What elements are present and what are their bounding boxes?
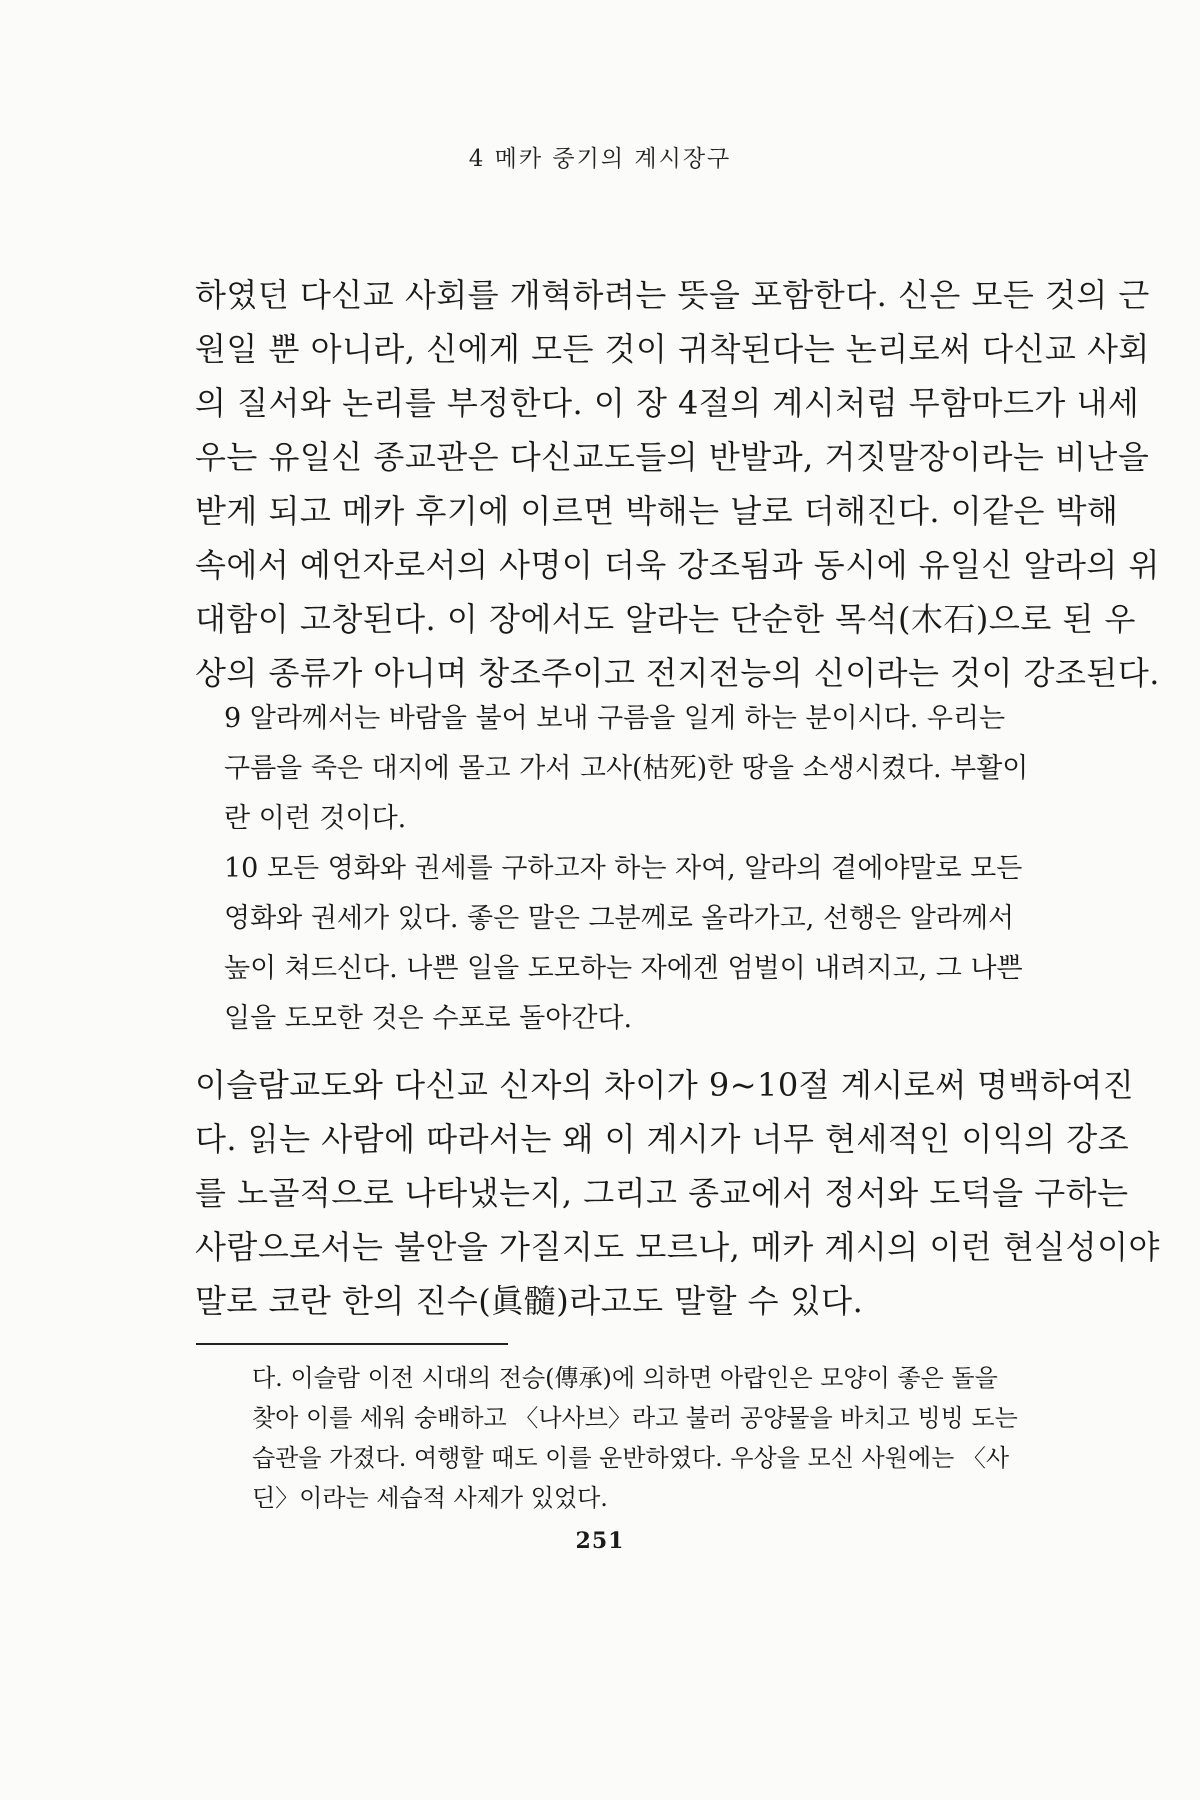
verse-line: 9 알라께서는 바람을 불어 보내 구름을 일게 하는 분이시다. 우리는 [224,703,1006,734]
footnote-line: 찾아 이를 세워 숭배하고 〈나사브〉라고 불러 공양물을 바치고 빙빙 도는 [252,1404,1018,1432]
verse-line: 높이 쳐드신다. 나쁜 일을 도모하는 자에겐 엄벌이 내려지고, 그 나쁜 [224,953,1023,984]
text-line: 우는 유일신 종교관은 다신교도들의 반발과, 거짓말장이라는 비난을 [195,438,1150,476]
text-line: 상의 종류가 아니며 창조주이고 전지전능의 신이라는 것이 강조된다. [195,654,1160,692]
body-paragraph-2 [195,1058,1160,1328]
verse-line: 10 모든 영화와 권세를 구하고자 하는 자여, 알라의 곁에야말로 모든 [224,853,1023,884]
verse-line: 영화와 권세가 있다. 좋은 말은 그분께로 올라가고, 선행은 알라께서 [224,903,1015,934]
footnote-divider [196,1343,508,1345]
page-number: 251 [575,1528,625,1554]
footnote [252,1358,1062,1518]
text-line: 다. 읽는 사람에 따라서는 왜 이 계시가 너무 현세적인 이익의 강조 [195,1120,1130,1158]
footnote-line: 다. 이슬람 이전 시대의 전승(傳承)에 의하면 아랍인은 모양이 좋은 돌을 [252,1364,998,1392]
text-line: 받게 되고 메카 후기에 이르면 박해는 날로 더해진다. 이같은 박해 [195,492,1119,530]
text-line: 말로 코란 한의 진수(眞髓)라고도 말할 수 있다. [195,1282,864,1320]
quoted-verses [224,694,1064,1044]
body-paragraph-1 [195,268,1160,700]
verse-line: 구름을 죽은 대지에 몰고 가서 고사(枯死)한 땅을 소생시켰다. 부활이 [224,753,1029,784]
footnote-line: 딘〉이라는 세습적 사제가 있었다. [252,1484,608,1512]
text-line: 원일 뿐 아니라, 신에게 모든 것이 귀착된다는 논리로써 다신교 사회 [195,330,1150,368]
text-line: 사람으로서는 불안을 가질지도 모르나, 메카 계시의 이런 현실성이야 [195,1228,1160,1266]
text-line: 속에서 예언자로서의 사명이 더욱 강조됨과 동시에 유일신 알라의 위 [195,546,1160,584]
text-line: 의 질서와 논리를 부정한다. 이 장 4절의 계시처럼 무함마드가 내세 [195,384,1140,422]
text-line: 를 노골적으로 나타냈는지, 그리고 종교에서 정서와 도덕을 구하는 [195,1174,1129,1212]
text-line: 이슬람교도와 다신교 신자의 차이가 9~10절 계시로써 명백하여진 [195,1066,1135,1104]
text-line: 대함이 고창된다. 이 장에서도 알라는 단순한 목석(木石)으로 된 우 [195,600,1136,638]
verse-line: 일을 도모한 것은 수포로 돌아간다. [224,1003,633,1034]
footnote-line: 습관을 가졌다. 여행할 때도 이를 운반하였다. 우상을 모신 사원에는 〈사 [252,1444,1010,1472]
text-line: 하였던 다신교 사회를 개혁하려는 뜻을 포함한다. 신은 모든 것의 근 [195,276,1150,314]
verse-line: 란 이런 것이다. [224,803,407,834]
running-header: 4 메카 중기의 계시장구 [468,146,732,172]
